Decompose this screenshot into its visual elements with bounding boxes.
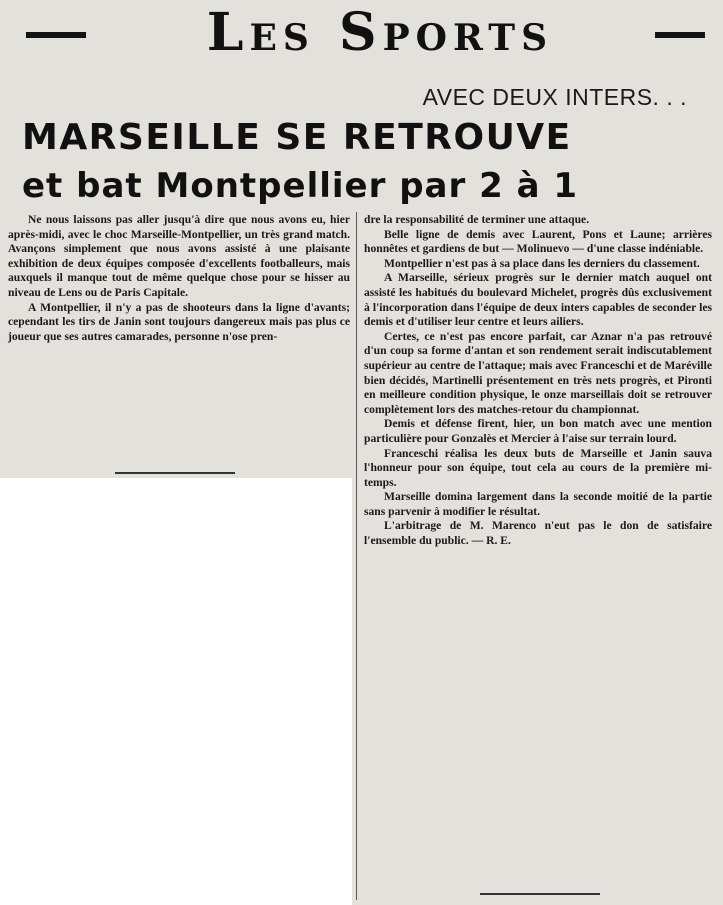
paragraph: Belle ligne de demis avec Laurent, Pons et Laune; arrières honnêtes et gardiens de but — Molinuevo — d'une classe indéniable. bbox=[364, 227, 712, 256]
blank-area bbox=[0, 478, 352, 905]
paragraph: dre la responsabilité de terminer une attaque. bbox=[364, 213, 590, 226]
paragraph: Montpellier n'est pas à sa place dans les derniers du classement. bbox=[384, 256, 700, 270]
article-end-rule bbox=[480, 893, 600, 895]
header-dash-right bbox=[655, 32, 705, 38]
column-end-rule bbox=[115, 472, 235, 474]
paragraph: Marseille domina largement dans la seconde moitié de la partie sans parvenir à modifier le résultat. bbox=[364, 490, 712, 518]
section-title: Les Sports bbox=[206, 2, 554, 63]
headline-line-2: et bat Montpellier par 2 à 1 bbox=[22, 166, 579, 206]
headline-line-1: MARSEILLE SE RETROUVE bbox=[22, 117, 572, 158]
article-column-2 bbox=[364, 213, 712, 549]
header-dash-left bbox=[26, 32, 86, 38]
paragraph: Franceschi réalisa les deux buts de Marseille et Janin sauva l'honneur pour son équipe, tout cela au cours de la première mi-temps. bbox=[364, 446, 712, 489]
paragraph: A Montpellier, il n'y a pas de shooteurs dans la ligne d'avants; cependant les tirs de Janin sont toujours dangereux mais pas plus ce joueur que ses autres camarades, personne n'ose pren- bbox=[8, 300, 350, 343]
column-divider bbox=[356, 212, 357, 900]
article-kicker: AVEC DEUX INTERS. . . bbox=[422, 84, 687, 110]
paragraph: Demis et défense firent, hier, un bon match avec une mention particulière pour Gonzalès et Mercier à l'aise sur terrain lourd. bbox=[364, 417, 712, 445]
section-header bbox=[0, 0, 723, 66]
paragraph: Certes, ce n'est pas encore parfait, car Aznar n'a pas retrouvé d'un coup sa forme d'antan et son rendement serait indiscutablement supérieur au centre de l'attaque; mais avec Franceschi et de Maréville bien décidés, Martinelli présentement en très nets progrès, et Pironti en meilleure condition physique, le onze marseillais doit se retrouver complètement lors des matches-retour du championnat. bbox=[364, 329, 712, 416]
paragraph: Ne nous laissons pas aller jusqu'à dire que nous avons eu, hier après-midi, avec le choc Marseille-Montpellier, un très grand match. Avançons simplement que nous avons assisté à une plaisante exhibition de deux équipes composée d'excellents footballeurs, mais auxquels il manque tout de même quelque chose pour se hisser au niveau de Lens ou de Paris Capitale. bbox=[8, 213, 350, 299]
article-column-1 bbox=[8, 213, 350, 344]
paragraph: A Marseille, sérieux progrès sur le dernier match auquel ont assisté les habitués du boulevard Michelet, progrès dûs exclusivement à l'incorporation dans l'équipe de deux inters capables de seconder les demis et d'utiliser leur centre et leurs ailiers. bbox=[364, 271, 712, 329]
paragraph: L'arbitrage de M. Marenco n'eut pas le don de satisfaire l'ensemble du public. — R. E. bbox=[364, 519, 712, 548]
